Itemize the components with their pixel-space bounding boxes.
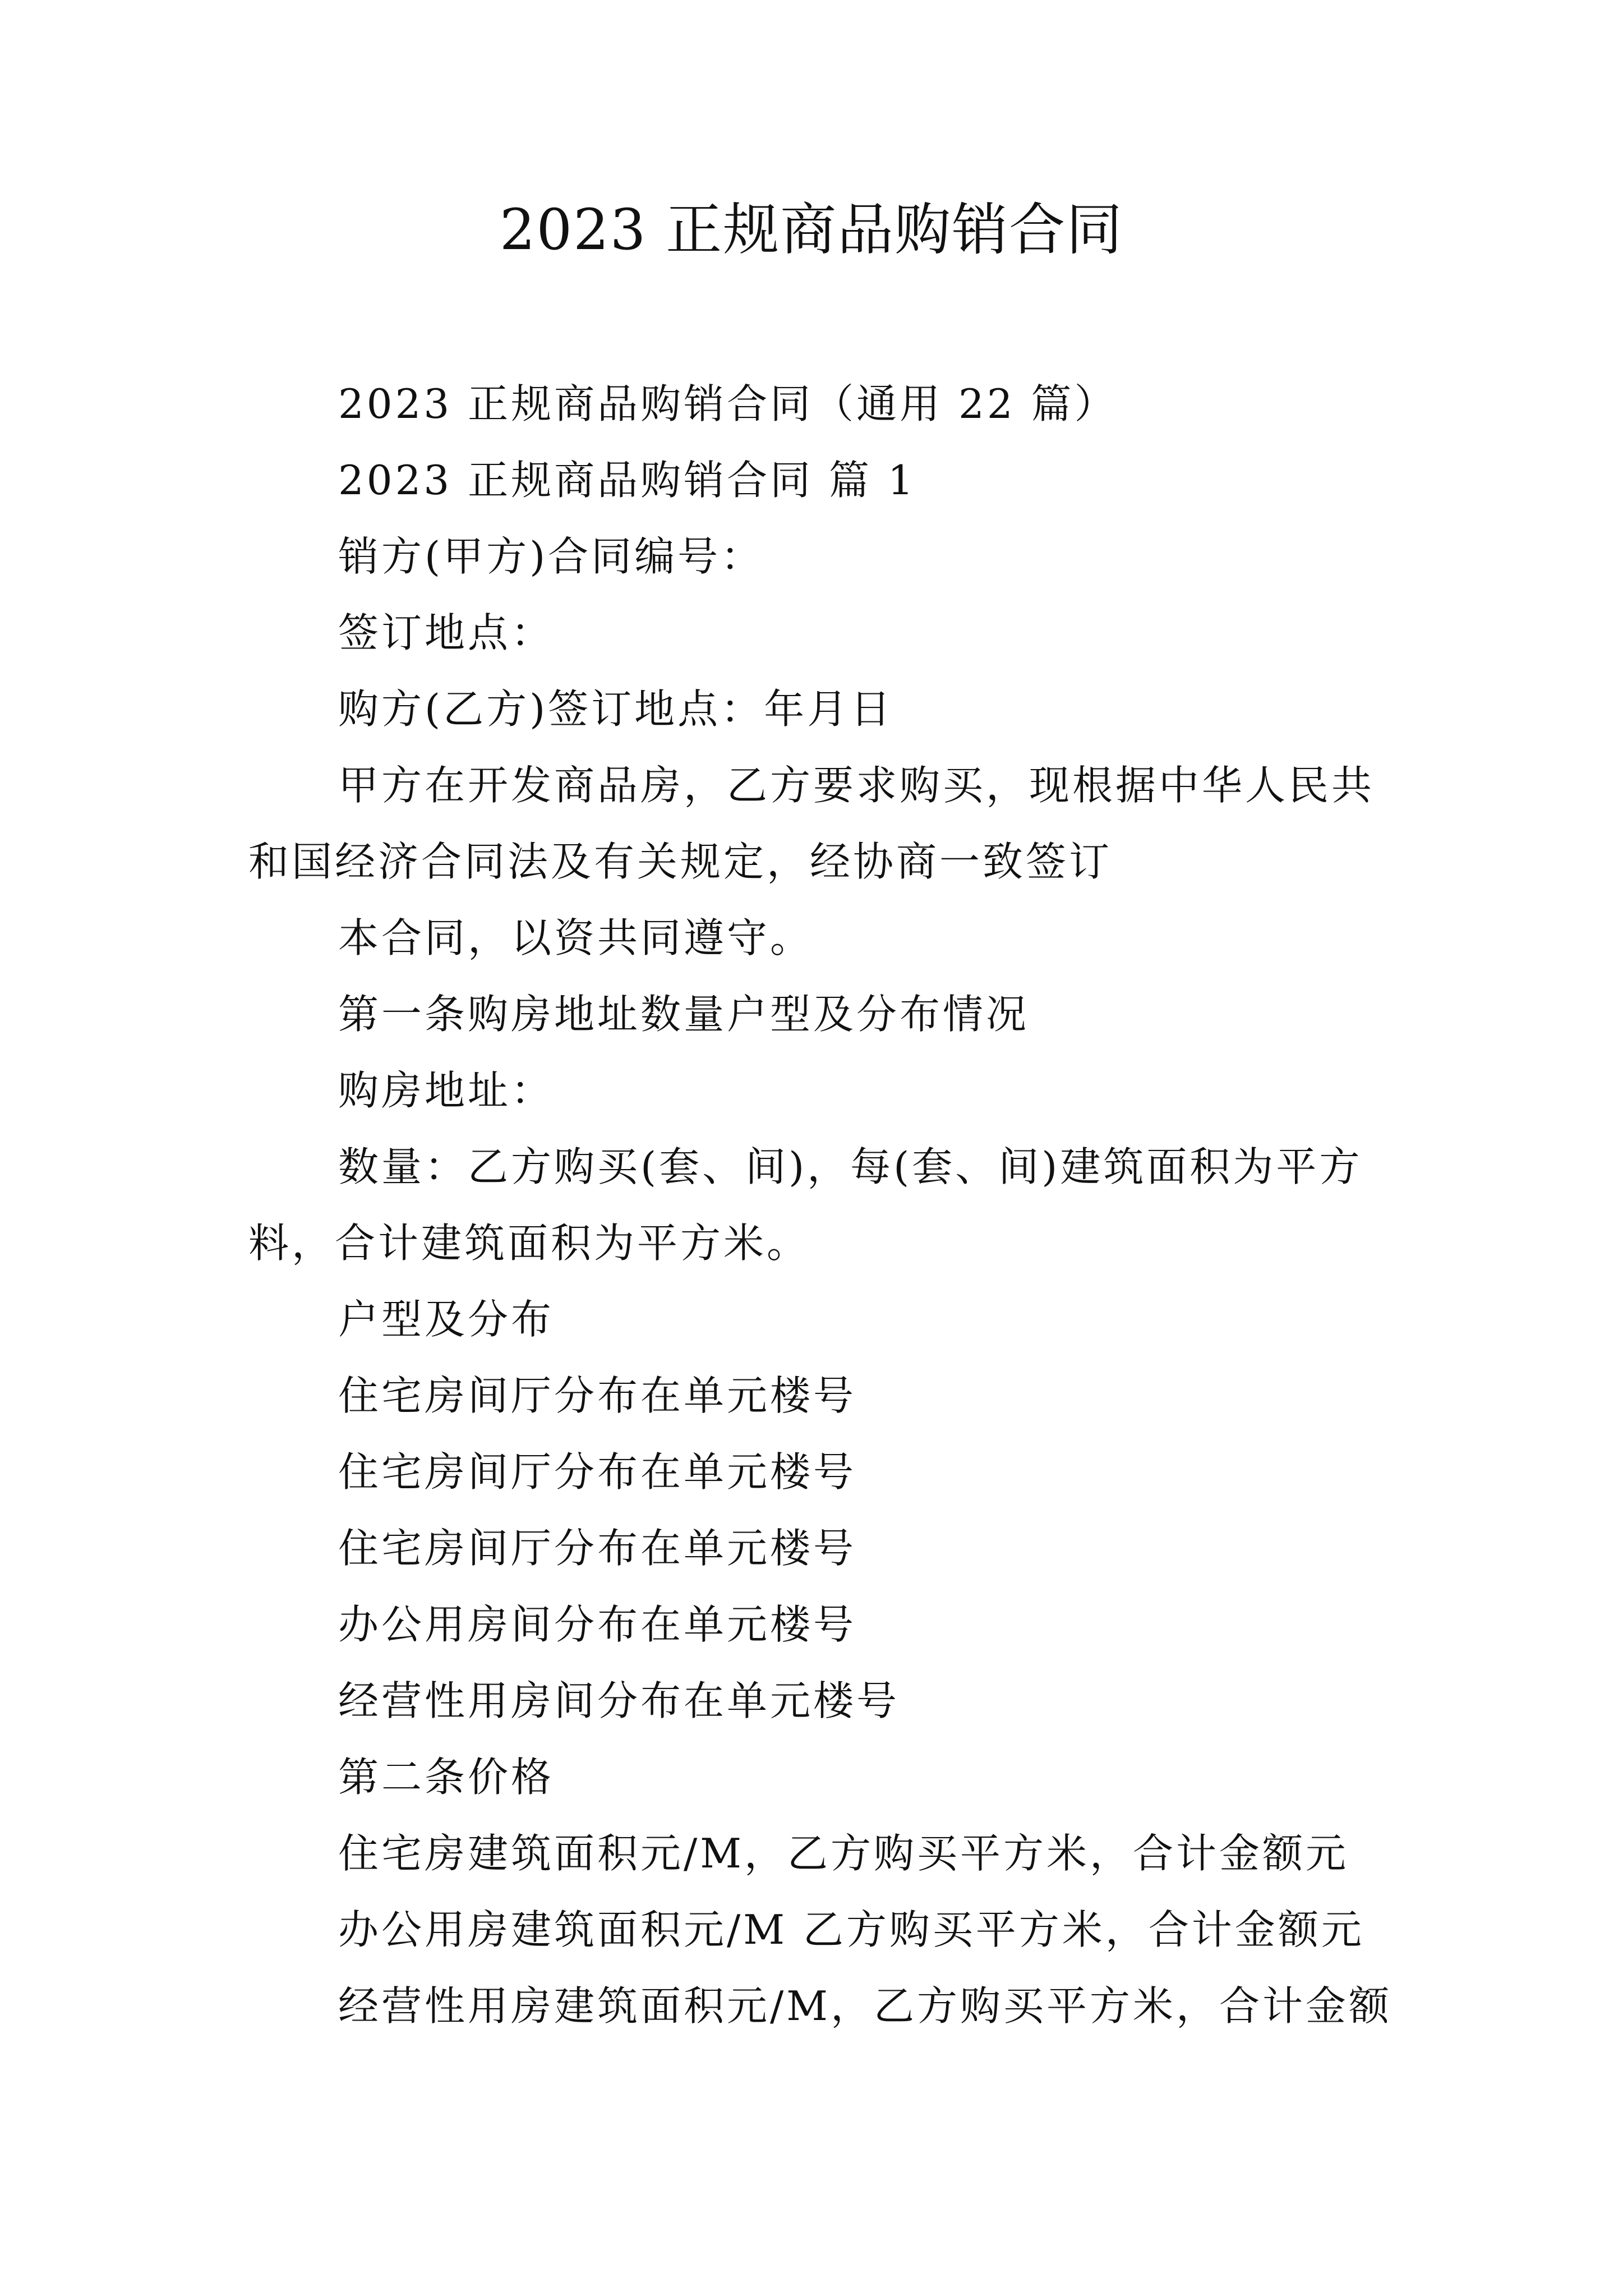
paragraph-price-office: 办公用房建筑面积元/M 乙方购买平方米，合计金额元 bbox=[338, 1906, 1364, 1953]
paragraph-signing-place: 签订地点： bbox=[338, 609, 555, 656]
paragraph-seller-line: 销方(甲方)合同编号： bbox=[338, 533, 764, 580]
paragraph-subtitle: 2023 正规商品购销合同（通用 22 篇） bbox=[338, 380, 1118, 427]
paragraph-residence-3: 住宅房间厅分布在单元楼号 bbox=[338, 1525, 857, 1572]
paragraph-article-two: 第二条价格 bbox=[338, 1754, 555, 1801]
paragraph-residence-2: 住宅房间厅分布在单元楼号 bbox=[338, 1448, 857, 1496]
paragraph-quantity: 数量：乙方购买(套、间)，每(套、间)建筑面积为平方料，合计建筑面积为平方米。 bbox=[248, 1143, 1363, 1267]
paragraph-price-residence: 住宅房建筑面积元/M，乙方购买平方米，合计金额元 bbox=[338, 1830, 1349, 1877]
paragraph-buyer-line: 购方(乙方)签订地点：年月日 bbox=[338, 685, 894, 733]
paragraph-chapter-heading: 2023 正规商品购销合同 篇 1 bbox=[338, 457, 916, 504]
paragraph-preamble: 甲方在开发商品房，乙方要求购买，现根据中华人民共和国经济合同法及有关规定，经协商一致签订 bbox=[248, 762, 1375, 885]
paragraph-price-commercial: 经营性用房建筑面积元/M，乙方购买平方米，合计金额 bbox=[338, 1982, 1392, 2030]
paragraph-preamble-end: 本合同，以资共同遵守。 bbox=[338, 914, 814, 961]
paragraph-residence-1: 住宅房间厅分布在单元楼号 bbox=[338, 1372, 857, 1419]
paragraph-article-one: 第一条购房地址数量户型及分布情况 bbox=[338, 991, 1030, 1038]
paragraph-layout-heading: 户型及分布 bbox=[338, 1296, 555, 1343]
paragraph-commercial: 经营性用房间分布在单元楼号 bbox=[338, 1677, 900, 1724]
paragraph-purchase-address: 购房地址： bbox=[338, 1067, 555, 1114]
document-body bbox=[248, 366, 1393, 2044]
document-title: 2023 正规商品购销合同 bbox=[499, 197, 1124, 263]
paragraph-office: 办公用房间分布在单元楼号 bbox=[338, 1601, 857, 1648]
